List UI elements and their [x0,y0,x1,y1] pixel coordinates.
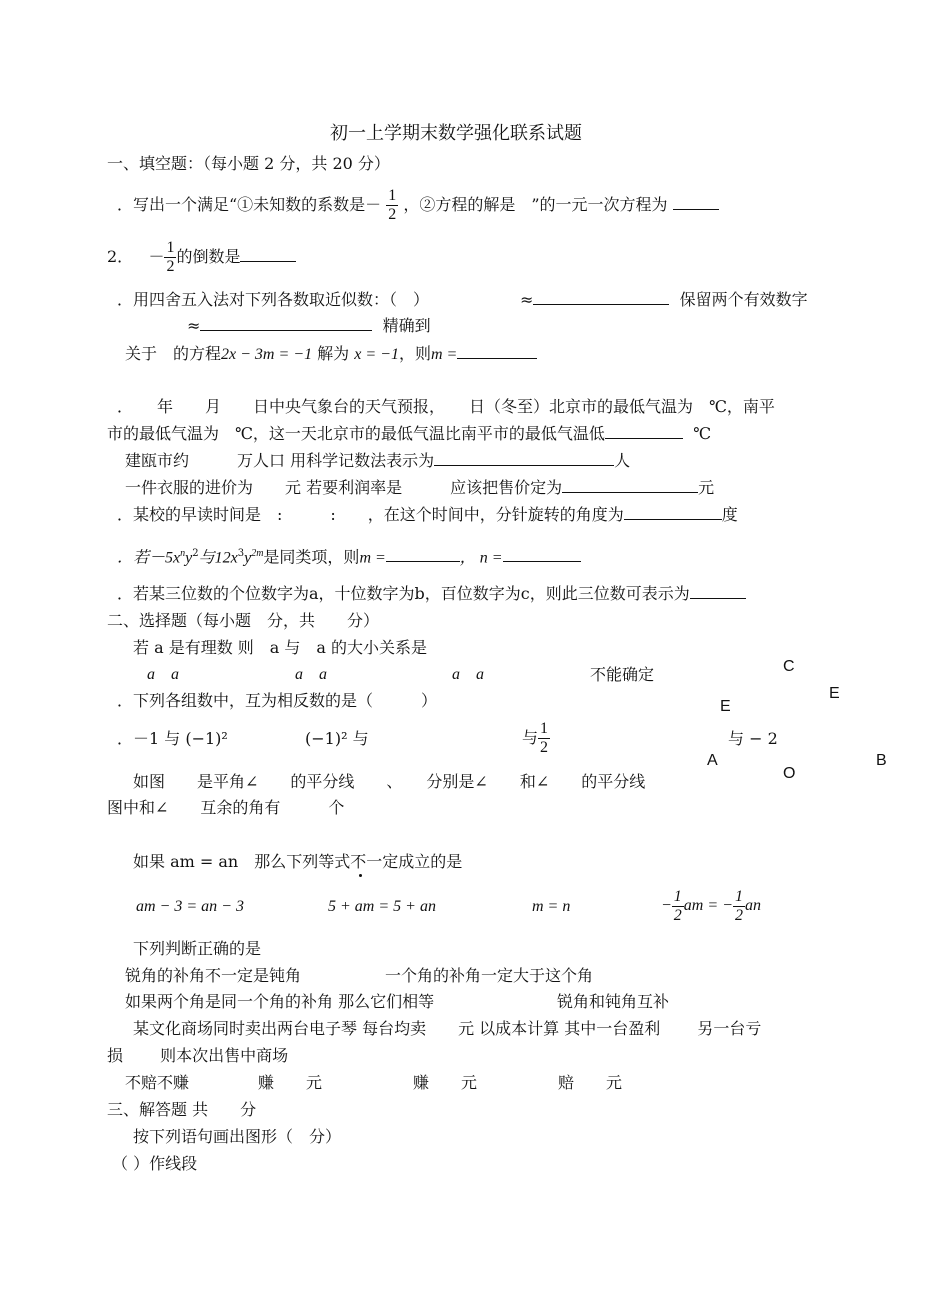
question-2: 2． － $\frac{1}{2}$ 的倒数是 [107,238,296,276]
q16-option-c: 赚 元 [413,1073,478,1092]
figure-label-c: C [783,658,795,675]
question-16-line-2: 损 则本次出售中商场 [107,1046,289,1065]
q12-option-d: 与 − 2 [728,729,778,748]
q11-option-d: 不能确定 [590,665,655,684]
figure-label-b: B [876,752,887,769]
q16-option-a: 不赔不赚 [125,1073,190,1092]
question-7: 一件衣服的进价为 元 若要利润率是 应该把售价定为 元 [125,478,715,497]
q12-option-b: (−1)² 与 [305,729,369,748]
question-5-line-1: ． 年 月 日中央气象台的天气预报， 日（冬至）北京市的最低气温为 ℃，南平 [117,397,775,416]
question-4: 关于 的方程2x − 3m = −1 解为 x = −1，则m = [125,344,537,365]
question-9: ．若$-5x^ny^2$与$12x^3y^{2m}$是同类项，则m = ， n = [117,544,581,568]
q16-option-d: 赔 元 [558,1073,623,1092]
question-14: 如果 am = an 那么下列等式不一定成立的是 [133,852,463,871]
figure-label-o: O [783,765,796,782]
question-3-line-1: ．用四舍五入法对下列各数取近似数：（ ） [117,290,430,309]
q14-option-c: m = n [532,898,571,915]
question-3-line-1-blank: ≈ 保留两个有效数字 [520,290,808,309]
section2-heading: 二、选择题（每小题 分，共 分） [107,611,380,630]
page-title: 初一上学期末数学强化联系试题 [330,123,582,144]
q15-option-c: 如果两个角是同一个角的补角 那么它们相等 [125,992,435,1011]
q11-option-b: a a [295,666,328,683]
question-3-line-2: ≈ 精确到 [187,316,431,335]
q12-option-c: 与 $\frac{1}{2}$ [522,720,549,756]
q11-option-a: a a [147,666,180,683]
question-1: ．写出一个满足“①未知数的系数是－ $\frac{1}{2}$ ，②方程的解是 ”的一元一次方程为 [117,186,719,224]
q14-option-b: 5 + am = 5 + an [328,898,436,915]
q15-option-d: 锐角和钝角互补 [557,992,670,1011]
figure-label-e1: E [829,685,840,702]
question-8: ．某校的早读时间是 : : ，在这个时间中，分针旋转的角度为 度 [117,505,738,524]
q11-option-c: a a [452,666,485,683]
q14-option-d: − $\frac{1}{2}$ am = − $\frac{1}{2}$ an [661,887,761,924]
q14-option-a: am − 3 = an − 3 [136,898,244,915]
q12-option-a: ．－1 与 (−1)² [117,729,228,748]
question-11: 若 a 是有理数 则 a 与 a 的大小关系是 [133,638,428,657]
answer-blank-1 [673,195,719,210]
question-6: 建瓯市约 万人口 用科学记数法表示为 人 [125,451,631,470]
q15-option-a: 锐角的补角不一定是钝角 [125,966,302,985]
q16-option-b: 赚 元 [258,1073,323,1092]
emphasis-dot [359,874,362,877]
answer-blank-2 [240,247,296,262]
section3-heading: 三、解答题 共 分 [107,1100,257,1119]
question-12: ．下列各组数中，互为相反数的是（ ） [117,691,438,710]
question-16-line-1: 某文化商场同时卖出两台电子琴 每台均卖 元 以成本计算 其中一台盈利 另一台亏 [133,1019,762,1038]
question-10: ．若某三位数的个位数字为a，十位数字为b，百位数字为c，则此三位数可表示为 [117,584,746,604]
question-5-line-2: 市的最低气温为 ℃，这一天北京市的最低气温比南平市的最低气温低 ℃ [107,424,711,443]
question-13-line-2: 图中和∠ 互余的角有 个 [107,798,345,817]
question-17: 按下列语句画出图形（ 分） [133,1127,342,1146]
section1-heading: 一、填空题：（每小题 2 分，共 20 分） [107,154,390,173]
question-15: 下列判断正确的是 [133,939,262,958]
question-17a: （ ）作线段 [112,1154,198,1173]
figure-label-a: A [707,752,718,769]
question-13-line-1: 如图 是平角∠ 的平分线 、 分别是∠ 和∠ 的平分线 [133,772,646,791]
figure-label-e2: E [720,698,731,715]
q15-option-b: 一个角的补角一定大于这个角 [385,966,594,985]
